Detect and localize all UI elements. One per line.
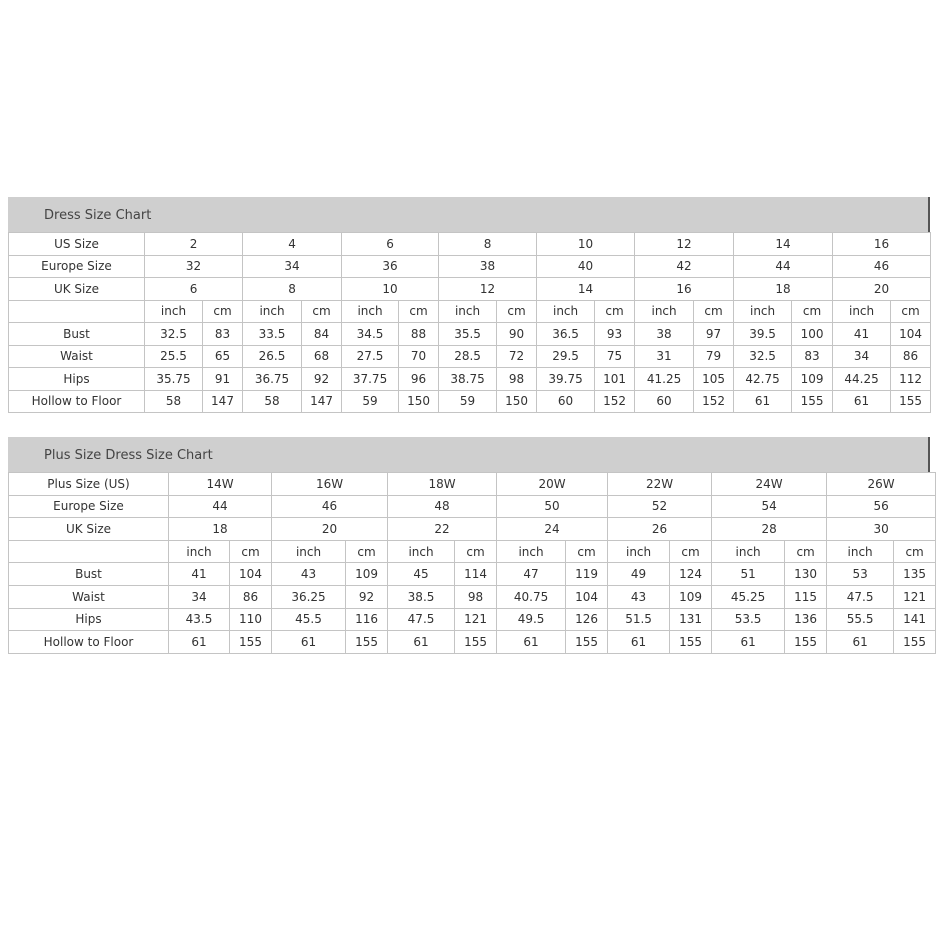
size-cell: 20 [272,518,388,541]
inch-value: 51 [712,563,785,586]
unit-inch-label: inch [439,300,497,323]
row-label: Europe Size [9,495,169,518]
cm-value: 104 [566,585,608,608]
size-cell: 2 [145,233,243,256]
inch-value: 33.5 [243,323,302,346]
cm-value: 110 [230,608,272,631]
measurement-row [9,585,936,608]
cm-value: 84 [302,323,342,346]
measurement-row [9,631,936,654]
row-label: Bust [9,323,145,346]
cm-value: 155 [346,631,388,654]
row-label: Waist [9,345,145,368]
cm-value: 90 [497,323,537,346]
size-cell: 12 [635,233,734,256]
cm-value: 147 [203,390,243,413]
cm-value: 70 [399,345,439,368]
size-cell: 14 [537,278,635,301]
size-cell: 54 [712,495,827,518]
cm-value: 152 [694,390,734,413]
plus-size-dress-size-chart [8,437,930,654]
cm-value: 114 [455,563,497,586]
inch-value: 40.75 [497,585,566,608]
size-cell: 56 [827,495,936,518]
size-cell: 46 [272,495,388,518]
inch-value: 61 [734,390,792,413]
unit-cm-label: cm [302,300,342,323]
cm-value: 131 [670,608,712,631]
inch-value: 35.5 [439,323,497,346]
cm-value: 91 [203,368,243,391]
row-label: US Size [9,233,145,256]
size-row [9,233,931,256]
size-cell: 8 [439,233,537,256]
cm-value: 155 [455,631,497,654]
inch-value: 53 [827,563,894,586]
size-cell: 24W [712,473,827,496]
inch-value: 27.5 [342,345,399,368]
measurement-row [9,608,936,631]
inch-value: 34 [833,345,891,368]
cm-value: 109 [670,585,712,608]
unit-cm-label: cm [203,300,243,323]
size-cell: 22W [608,473,712,496]
size-cell: 36 [342,255,439,278]
cm-value: 121 [455,608,497,631]
cm-value: 147 [302,390,342,413]
cm-value: 96 [399,368,439,391]
size-cell: 38 [439,255,537,278]
unit-cm-label: cm [792,300,833,323]
inch-value: 58 [243,390,302,413]
row-label: Hips [9,608,169,631]
cm-value: 155 [785,631,827,654]
unit-inch-label: inch [734,300,792,323]
unit-inch-label: inch [388,540,455,563]
size-cell: 18W [388,473,497,496]
inch-value: 45 [388,563,455,586]
cm-value: 98 [455,585,497,608]
inch-value: 51.5 [608,608,670,631]
size-cell: 10 [342,278,439,301]
inch-value: 32.5 [145,323,203,346]
cm-value: 83 [792,345,833,368]
size-cell: 26 [608,518,712,541]
unit-inch-label: inch [833,300,891,323]
size-cell: 16 [635,278,734,301]
size-row [9,278,931,301]
inch-value: 61 [833,390,891,413]
cm-value: 141 [894,608,936,631]
dress-size-chart [8,197,930,413]
unit-cm-label: cm [497,300,537,323]
size-cell: 34 [243,255,342,278]
unit-cm-label: cm [346,540,388,563]
cm-value: 86 [891,345,931,368]
inch-value: 26.5 [243,345,302,368]
unit-cm-label: cm [894,540,936,563]
cm-value: 68 [302,345,342,368]
inch-value: 41 [169,563,230,586]
cm-value: 130 [785,563,827,586]
inch-value: 43 [272,563,346,586]
unit-inch-label: inch [497,540,566,563]
row-label: Europe Size [9,255,145,278]
size-cell: 20W [497,473,608,496]
row-label: Waist [9,585,169,608]
measurement-row [9,368,931,391]
size-cell: 18 [734,278,833,301]
inch-value: 61 [827,631,894,654]
inch-value: 34.5 [342,323,399,346]
plus-size-table [8,472,936,654]
row-label: Hollow to Floor [9,631,169,654]
cm-value: 119 [566,563,608,586]
inch-value: 42.75 [734,368,792,391]
row-label: Bust [9,563,169,586]
size-cell: 6 [342,233,439,256]
inch-value: 47.5 [388,608,455,631]
size-cell: 16 [833,233,931,256]
unit-row [9,540,936,563]
size-cell: 50 [497,495,608,518]
cm-value: 109 [792,368,833,391]
cm-value: 98 [497,368,537,391]
size-cell: 24 [497,518,608,541]
cm-value: 155 [230,631,272,654]
cm-value: 93 [595,323,635,346]
inch-value: 47.5 [827,585,894,608]
unit-cm-label: cm [694,300,734,323]
inch-value: 39.5 [734,323,792,346]
size-cell: 16W [272,473,388,496]
size-cell: 44 [734,255,833,278]
size-cell: 14 [734,233,833,256]
inch-value: 39.75 [537,368,595,391]
inch-value: 61 [169,631,230,654]
cm-value: 104 [230,563,272,586]
size-cell: 8 [243,278,342,301]
inch-value: 43.5 [169,608,230,631]
unit-inch-label: inch [537,300,595,323]
unit-cm-label: cm [785,540,827,563]
inch-value: 49 [608,563,670,586]
inch-value: 60 [537,390,595,413]
size-cell: 20 [833,278,931,301]
inch-value: 32.5 [734,345,792,368]
measurement-row [9,323,931,346]
size-row [9,473,936,496]
inch-value: 47 [497,563,566,586]
unit-inch-label: inch [169,540,230,563]
inch-value: 49.5 [497,608,566,631]
inch-value: 43 [608,585,670,608]
unit-cm-label: cm [399,300,439,323]
inch-value: 61 [497,631,566,654]
size-cell: 22 [388,518,497,541]
inch-value: 61 [388,631,455,654]
inch-value: 53.5 [712,608,785,631]
size-cell: 4 [243,233,342,256]
cm-value: 92 [302,368,342,391]
unit-cm-label: cm [670,540,712,563]
inch-value: 58 [145,390,203,413]
size-cell: 52 [608,495,712,518]
unit-row-label [9,540,169,563]
cm-value: 86 [230,585,272,608]
size-row [9,495,936,518]
size-row [9,518,936,541]
inch-value: 44.25 [833,368,891,391]
cm-value: 150 [497,390,537,413]
cm-value: 121 [894,585,936,608]
cm-value: 72 [497,345,537,368]
unit-inch-label: inch [243,300,302,323]
size-cell: 10 [537,233,635,256]
inch-value: 34 [169,585,230,608]
cm-value: 126 [566,608,608,631]
inch-value: 36.75 [243,368,302,391]
cm-value: 136 [785,608,827,631]
cm-value: 112 [891,368,931,391]
size-cell: 40 [537,255,635,278]
inch-value: 41 [833,323,891,346]
unit-row [9,300,931,323]
cm-value: 75 [595,345,635,368]
size-cell: 42 [635,255,734,278]
inch-value: 59 [439,390,497,413]
inch-value: 61 [608,631,670,654]
cm-value: 155 [792,390,833,413]
inch-value: 61 [272,631,346,654]
inch-value: 55.5 [827,608,894,631]
unit-cm-label: cm [230,540,272,563]
inch-value: 36.5 [537,323,595,346]
cm-value: 83 [203,323,243,346]
size-cell: 26W [827,473,936,496]
cm-value: 155 [891,390,931,413]
inch-value: 29.5 [537,345,595,368]
row-label: UK Size [9,518,169,541]
unit-inch-label: inch [145,300,203,323]
inch-value: 45.5 [272,608,346,631]
plus-size-chart-title: Plus Size Dress Size Chart [8,437,930,472]
inch-value: 45.25 [712,585,785,608]
inch-value: 41.25 [635,368,694,391]
unit-cm-label: cm [595,300,635,323]
cm-value: 65 [203,345,243,368]
inch-value: 25.5 [145,345,203,368]
size-cell: 32 [145,255,243,278]
row-label: UK Size [9,278,145,301]
size-cell: 12 [439,278,537,301]
inch-value: 31 [635,345,694,368]
cm-value: 109 [346,563,388,586]
cm-value: 124 [670,563,712,586]
size-cell: 6 [145,278,243,301]
inch-value: 38.5 [388,585,455,608]
unit-inch-label: inch [635,300,694,323]
inch-value: 59 [342,390,399,413]
size-cell: 14W [169,473,272,496]
unit-inch-label: inch [712,540,785,563]
inch-value: 38.75 [439,368,497,391]
cm-value: 155 [566,631,608,654]
row-label: Plus Size (US) [9,473,169,496]
cm-value: 97 [694,323,734,346]
cm-value: 101 [595,368,635,391]
size-cell: 48 [388,495,497,518]
inch-value: 38 [635,323,694,346]
unit-row-label [9,300,145,323]
inch-value: 37.75 [342,368,399,391]
size-cell: 46 [833,255,931,278]
size-cell: 18 [169,518,272,541]
cm-value: 100 [792,323,833,346]
cm-value: 150 [399,390,439,413]
inch-value: 61 [712,631,785,654]
inch-value: 35.75 [145,368,203,391]
size-cell: 28 [712,518,827,541]
size-cell: 44 [169,495,272,518]
unit-inch-label: inch [272,540,346,563]
cm-value: 92 [346,585,388,608]
cm-value: 105 [694,368,734,391]
dress-size-table [8,232,931,413]
cm-value: 155 [894,631,936,654]
cm-value: 79 [694,345,734,368]
cm-value: 116 [346,608,388,631]
unit-cm-label: cm [566,540,608,563]
row-label: Hips [9,368,145,391]
inch-value: 28.5 [439,345,497,368]
unit-inch-label: inch [608,540,670,563]
dress-size-chart-title: Dress Size Chart [8,197,930,232]
cm-value: 88 [399,323,439,346]
unit-cm-label: cm [455,540,497,563]
cm-value: 155 [670,631,712,654]
size-cell: 30 [827,518,936,541]
measurement-row [9,345,931,368]
measurement-row [9,390,931,413]
cm-value: 152 [595,390,635,413]
cm-value: 104 [891,323,931,346]
unit-inch-label: inch [342,300,399,323]
inch-value: 60 [635,390,694,413]
measurement-row [9,563,936,586]
inch-value: 36.25 [272,585,346,608]
unit-cm-label: cm [891,300,931,323]
unit-inch-label: inch [827,540,894,563]
size-row [9,255,931,278]
row-label: Hollow to Floor [9,390,145,413]
cm-value: 135 [894,563,936,586]
cm-value: 115 [785,585,827,608]
